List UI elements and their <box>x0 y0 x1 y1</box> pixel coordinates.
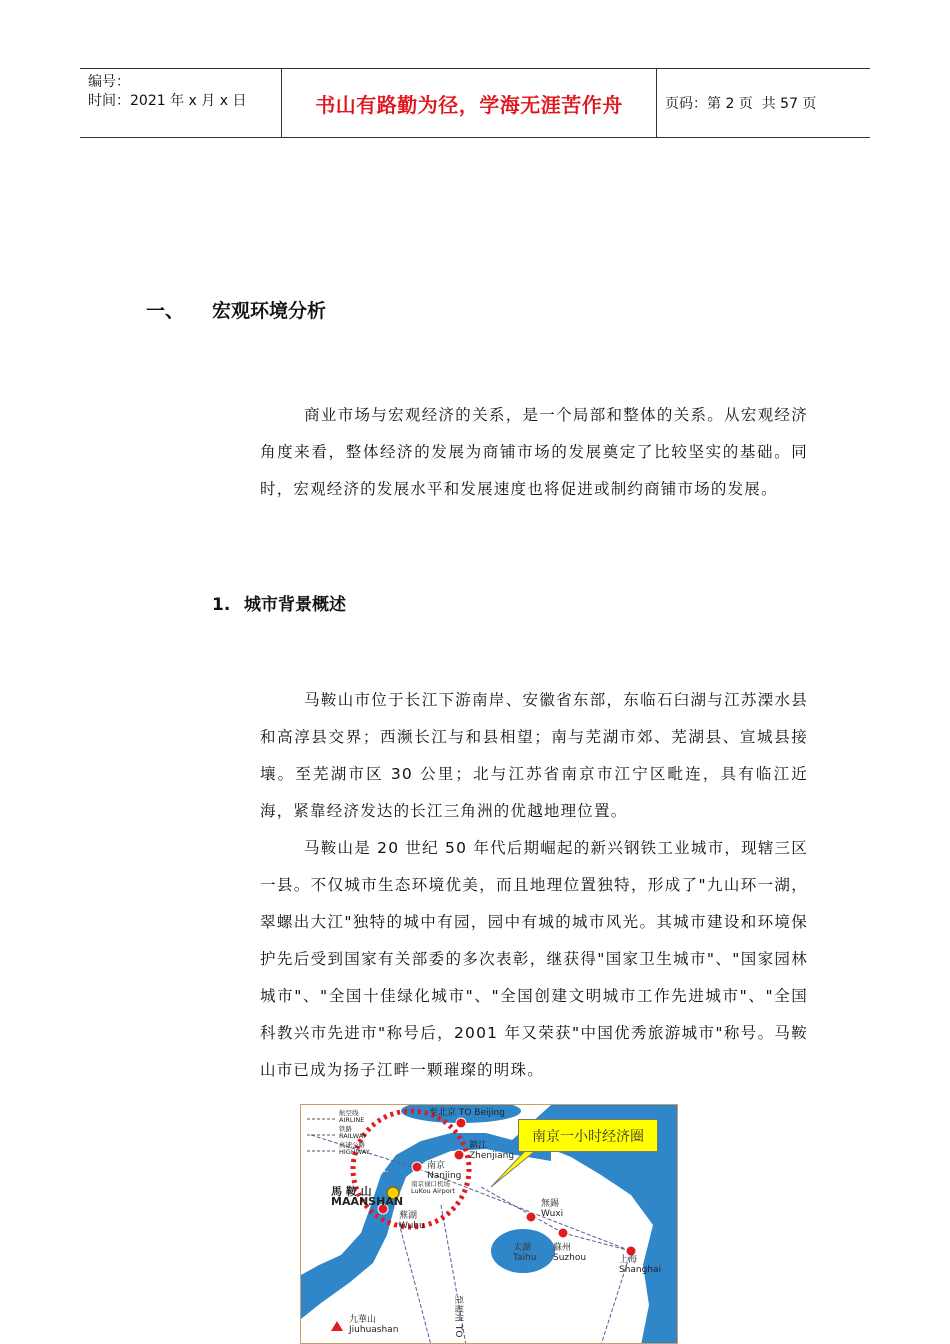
label-zhenjiang: 鎮江 Zhenjiang <box>469 1141 515 1161</box>
dot-zhenjiang <box>454 1150 464 1160</box>
label-shanghai: 上海 Shanghai <box>619 1255 662 1275</box>
header-motto: 书山有路勤为径，学海无涯苦作舟 <box>282 69 657 137</box>
header-page-info <box>657 69 870 137</box>
label-jiuhuashan: 九華山 Jiuhuashan <box>349 1315 399 1335</box>
intro-text: 商业市场与宏观经济的关系，是一个局部和整体的关系。从宏观经济角度来看，整体经济的发展为商铺市场的发展奠定了比较坚实的基础。同时，宏观经济的发展水平和发展速度也将促进或制约商铺市场的发展。 <box>260 406 808 498</box>
label-river: 江 <box>379 1165 389 1175</box>
label-wuxi: 無錫 Wuxi <box>541 1199 564 1219</box>
city-text-2: 马鞍山是 20 世纪 50 年代后期崛起的新兴钢铁工业城市，现辖三区一县。不仅城市生态环境优美，而且地理位置独特，形成了"九山环一湖，翠螺出大江"独特的城中有园，园中有城的城市风光。其城市建设和环境保护先后受到国家有关部委的多次表彰，继获得"国家卫生城市"、"国家园林城市"、"全国十佳绿化城市"、"全国创建文明城市工作先进城市"、"全国科教兴市先进市"称号后，2001 年又荣获"中国优秀旅游城市"称号。马鞍山市已成为扬子江畔一颗璀璨的明珠。 <box>260 839 808 1079</box>
label-taihu: 太湖 Taihu <box>513 1243 537 1263</box>
subsection-title: 城市背景概述 <box>244 595 346 615</box>
page-header <box>80 68 870 138</box>
subsection-heading <box>212 590 346 615</box>
label-nanjing: 南京 Nanjing <box>427 1161 462 1181</box>
label-suzhou: 蘇州 Suzhou <box>553 1243 587 1263</box>
city-paragraph-2 <box>260 830 808 1089</box>
label-airport: 南京禄口机场 LuKou Airport <box>411 1180 455 1195</box>
city-paragraph-1 <box>260 682 808 830</box>
dot-north <box>456 1118 466 1128</box>
subsection-number: 1. <box>212 595 231 615</box>
dot-suzhou <box>558 1228 568 1238</box>
document-number: 编号： <box>88 74 130 90</box>
dot-nanjing <box>412 1162 422 1172</box>
section-number: 一、 <box>146 300 185 322</box>
header-meta <box>80 69 282 137</box>
legend-highway: 高速公路 HIGHWAY <box>339 1141 370 1156</box>
dot-wuxi <box>526 1212 536 1222</box>
page-number: 页码：第 2 页 共 57 页 <box>665 96 817 112</box>
label-maanshan: 馬 鞍 山 MAANSHAN <box>331 1185 404 1208</box>
label-to-beijing: 至北京 TO Beijing <box>429 1108 505 1118</box>
document-date: 时间：2021 年 x 月 x 日 <box>88 93 247 109</box>
label-to-south: 至福州 TO <box>453 1295 463 1338</box>
economic-circle-callout: 南京一小时经济圈 <box>518 1119 658 1152</box>
label-wuhu: 蕪湖 Wuhu <box>399 1211 425 1231</box>
intro-paragraph <box>260 397 808 508</box>
section-heading <box>146 296 326 323</box>
section-title: 宏观环境分析 <box>212 300 327 322</box>
legend-airline: 航空线 AIRLINE <box>339 1109 365 1124</box>
legend-railway: 铁路 RAILWAY <box>339 1125 367 1140</box>
city-text-1: 马鞍山市位于长江下游南岸、安徽省东部，东临石臼湖与江苏溧水县和高淳县交界；西濒长江与和县相望；南与芜湖市郊、芜湖县、宣城县接壤。至芜湖市区 30 公里；北与江苏省南京市江宁区毗连，具有临江近海，紧靠经济发达的长江三角洲的优越地理位置。 <box>260 691 808 820</box>
